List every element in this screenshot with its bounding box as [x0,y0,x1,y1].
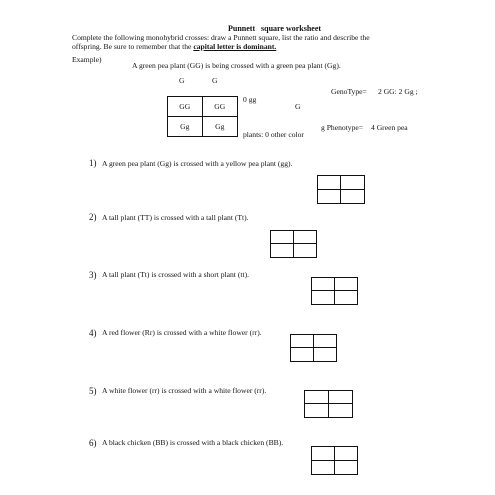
punnett-cell [312,291,335,304]
punnett-cell [294,231,317,244]
question-text: A green pea plant (Gg) is crossed with a yellow pea plant (gg). [102,159,293,168]
punnett-cell [329,404,353,417]
blank-punnett-square [270,230,317,258]
punnett-cell [312,278,335,291]
example-top-allele-1: G [179,76,185,85]
punnett-cell [271,231,294,244]
punnett-cell [335,291,358,304]
punnett-cell [335,278,358,291]
punnett-cell: GG [203,97,238,117]
blank-punnett-square [290,334,337,362]
punnett-cell [335,447,358,461]
question-text: A tall plant (TT) is crossed with a tall plant (Tt). [102,213,249,222]
example-statement: A green pea plant (GG) is being crossed with a green pea plant (Gg). [132,61,341,70]
question-text: A white flower (rr) is crossed with a white flower (rr). [102,386,267,395]
question-text: A tall plant (Tt) is crossed with a short plant (tt). [102,270,249,279]
phenotype-value: 4 Green pea [371,123,408,132]
instructions-line2 [72,42,276,51]
blank-punnett-square [317,175,365,204]
example-side-note: 0 gg [243,95,257,104]
punnett-cell [305,404,329,417]
punnett-cell [291,348,314,361]
example-top-allele-2: G [212,76,218,85]
question-number: 3) [89,270,97,280]
worksheet-title-line2: square worksheet [261,24,322,33]
instructions-line1: Complete the following monohybrid crosses: draw a Punnett square, list the ratio and describe the [72,33,370,42]
punnett-cell [312,461,335,475]
punnett-cell [341,190,364,204]
punnett-cell [318,176,341,190]
instructions-line2-text: offspring. Be sure to remember that the [72,42,194,51]
punnett-cell: GG [168,97,203,117]
example-label: Example) [72,55,102,64]
punnett-cell: Gg [215,121,225,131]
genotype-label: GenoType= [331,87,367,96]
punnett-cell [312,447,335,461]
punnett-cell [335,461,358,475]
question-number: 5) [89,386,97,396]
punnett-cell: Gg [168,117,203,137]
punnett-cell [314,335,337,348]
example-side-allele: G [295,102,301,111]
blank-punnett-square [311,446,358,475]
question-number: 6) [89,438,97,448]
genotype-value: 2 GG: 2 Gg ; [378,87,418,96]
punnett-cell [294,244,317,257]
example-punnett-square [167,96,238,137]
blank-punnett-square [304,390,353,418]
punnett-cell [341,176,364,190]
punnett-cell [305,391,329,404]
question-number: 4) [89,328,97,338]
punnett-cell [318,190,341,204]
phenotype-label: g Phenotype= [321,123,364,132]
question-number: 2) [89,212,97,222]
worksheet-title-line1: Punnett [228,24,256,33]
question-text: A red flower (Rr) is crossed with a white flower (rr). [102,328,262,337]
punnett-cell [329,391,353,404]
dominant-emphasis: capital letter is dominant. [193,42,277,51]
blank-punnett-square [311,277,358,305]
punnett-cell [291,335,314,348]
punnett-cell [314,348,337,361]
phenotype-continued: plants: 0 other color [243,130,304,139]
question-text: A black chicken (BB) is crossed with a black chicken (BB). [102,438,284,447]
punnett-cell [271,244,294,257]
question-number: 1) [89,158,97,168]
